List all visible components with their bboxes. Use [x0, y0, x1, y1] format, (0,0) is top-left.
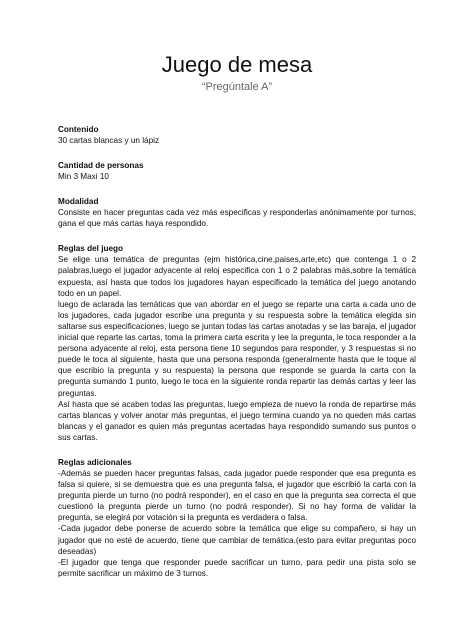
section-contenido — [58, 124, 416, 146]
paragraph: Así hasta que se acaben todas las preguntas, luego empieza de nuevo la ronda de repartirse más cartas blancas y volver anotar más preguntas, el juego termina cuando ya no queden más cartas blancas y el ganador es quien más preguntas acertadas haya respondido sumando sus puntos o sus cartas. — [58, 399, 416, 442]
section-reglas — [58, 243, 416, 443]
section-text: Min 3 Maxi 10 — [58, 172, 109, 182]
paragraph: Se elige una temática de preguntas (ejm histórica,cine,paises,arte,etc) que contenga 1 o 2 palabras,luego el jugador adyacente al reloj especifica con 1 o 2 palabras más,sobre la temática expuesta, así hasta que todos los jugadores hayan especificado la temática del juego anotando todo en un papel. — [58, 255, 416, 298]
document-subtitle: “Pregúntale A” — [201, 81, 273, 93]
section-adicionales — [58, 457, 416, 579]
section-personas — [58, 160, 416, 182]
paragraph: -Cada jugador debe ponerse de acuerdo sobre la temática que elige su compañero, si hay un jugador que no esté de acuerdo, tiene que cambiar de temática.(esto para evitar preguntas poco deseadas) — [58, 524, 416, 556]
paragraph: -Además se pueden hacer preguntas falsas, cada jugador puede responder que esa pregunta es falsa si quiere, si se demuestra que es una pregunta falsa, el jugador que escribió la carta con la pregunta pierde un turno (no podrá responder), en el caso en que la pregunta sea correcta el que cuestionó la pregunta pierde un turno (no podrá responder). Si no hay forma de validar la pregunta, se elegirá por votación si la pregunta es verdadera o falsa. — [58, 468, 416, 523]
section-heading: Reglas adicionales — [58, 457, 132, 467]
section-text: 30 cartas blancas y un lápiz — [58, 136, 160, 145]
section-heading: Contenido — [58, 125, 99, 134]
paragraph: -El jugador que tenga que responder puede sacrificar un turno, para pedir una pista solo se permite sacrificar un máximo de 3 turnos. — [58, 557, 416, 578]
section-heading: Reglas del juego — [58, 244, 124, 254]
section-modalidad — [58, 196, 416, 229]
paragraph: luego de aclarada las temáticas que van abordar en el juego se reparte una carta a cada uno de los jugadores, cada jugador escribe una pregunta y su respuesta sobre la temática elegida sin saltarse sus especificaciones, luego se juntan todas las cartas anotadas y se las baraja, el jugador inicial que reparte las cartas, toma la primera carta escrita y lee la pregunta, le toca responder a la persona adyacente al reloj, esta persona tiene 10 segundos para responder, y 3 respuestas si no puede le toca al siguiente, hasta que una persona responda (generalmente hasta que le toque al que escribio la pregunta y su respuesta) la persona que responde se guarda la carta con la pregunta sumando 1 punto, luego le toca en la siguiente ronda repartir las demás cartas y leer las preguntas. — [58, 299, 416, 398]
section-heading: Modalidad — [58, 197, 99, 207]
document-title: Juego de mesa — [161, 52, 313, 77]
section-heading: Cantidad de personas — [58, 161, 144, 171]
section-text: Consiste en hacer preguntas cada vez más especificas y responderlas anónimamente por turnos, gana el que más cartas haya respondido. — [58, 208, 416, 229]
